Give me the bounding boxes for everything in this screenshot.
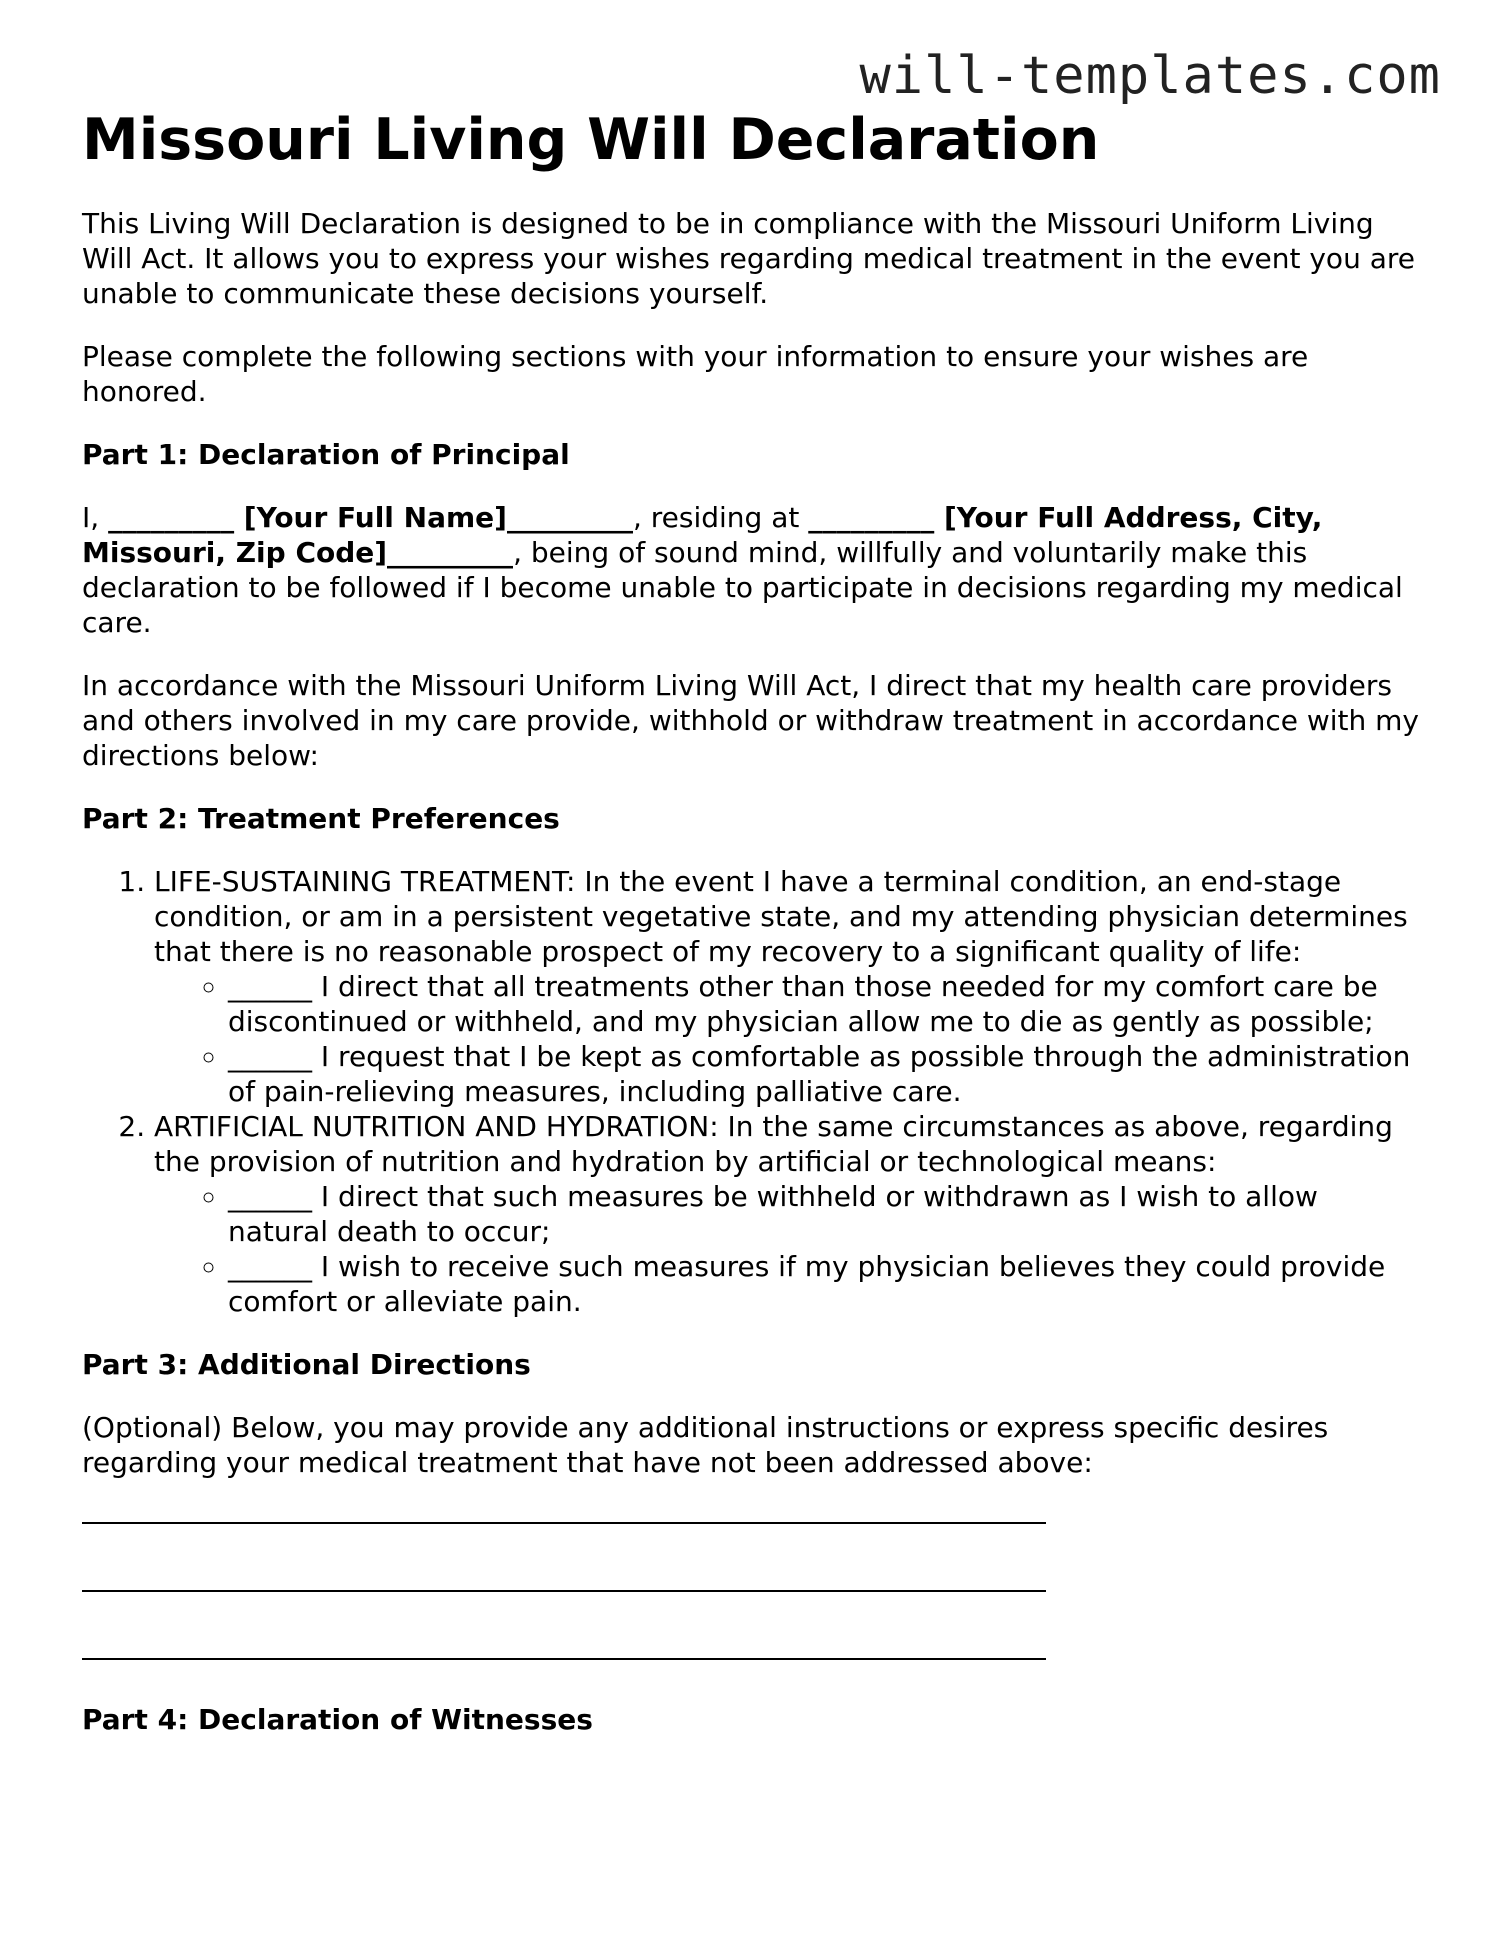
treatment-item-life-sustaining — [154, 864, 1422, 1109]
part2-heading: Part 2: Treatment Preferences — [82, 802, 560, 835]
treatment-option: ◦ ______ I wish to receive such measures if my physician believes they could provide comfort or alleviate pain. — [228, 1249, 1422, 1319]
additional-directions-line-1 — [82, 1522, 1046, 1524]
part1-heading: Part 1: Declaration of Principal — [82, 438, 570, 471]
treatment-item-text: LIFE-SUSTAINING TREATMENT: In the event I have a terminal condition, an end-stage condition, or am in a persistent vegetative state, and my attending physician determines that there is no reasonable prospect of my recovery to a significant quality of life: — [154, 865, 1408, 968]
treatment-option: ◦ ______ I direct that all treatments other than those needed for my comfort care be discontinued or withheld, and my physician allow me to die as gently as possible; — [228, 969, 1422, 1039]
additional-directions-line-2 — [82, 1590, 1046, 1592]
principal-text-3: , being of sound mind, willfully and voluntarily make this declaration to be followed if I become unable to participate in decisions regarding my medical care. — [82, 536, 1403, 639]
treatment-option: ◦ ______ I direct that such measures be withheld or withdrawn as I wish to allow natural death to occur; — [228, 1179, 1422, 1249]
watermark: will-templates.com — [859, 46, 1441, 106]
treatment-options — [154, 969, 1422, 1109]
principal-text-2: , residing at — [632, 501, 809, 534]
treatment-item-nutrition-hydration — [154, 1109, 1422, 1319]
full-address-field: _________ [Your Full Address, City, Missouri, Zip Code]_________ — [82, 501, 1323, 569]
part4-heading: Part 4: Declaration of Witnesses — [82, 1703, 593, 1736]
principal-text-1: I, — [82, 501, 109, 534]
treatment-options — [154, 1179, 1422, 1319]
part3-instructions: (Optional) Below, you may provide any additional instructions or express specific desires regarding your medical treatment that have not been addressed above: — [82, 1411, 1329, 1479]
treatment-item-text: ARTIFICIAL NUTRITION AND HYDRATION: In the same circumstances as above, regarding the provision of nutrition and hydration by artificial or technological means: — [154, 1110, 1393, 1178]
additional-directions-line-3 — [82, 1658, 1046, 1660]
document-page — [82, 100, 1422, 1765]
part3-heading: Part 3: Additional Directions — [82, 1348, 531, 1381]
full-name-field: _________ [Your Full Name]_________ — [108, 501, 633, 534]
part1-direction-paragraph: In accordance with the Missouri Uniform Living Will Act, I direct that my health care providers and others involved in my care provide, withhold or withdraw treatment in accordance with my directions below: — [82, 669, 1419, 772]
treatment-option: ◦ ______ I request that I be kept as comfortable as possible through the administration of pain-relieving measures, including palliative care. — [228, 1039, 1422, 1109]
intro-paragraph-2: Please complete the following sections with your information to ensure your wishes are honored. — [82, 340, 1309, 408]
intro-paragraph-1: This Living Will Declaration is designed to be in compliance with the Missouri Uniform Living Will Act. It allows you to express your wishes regarding medical treatment in the event you are unable to communicate these decisions yourself. — [82, 207, 1415, 310]
principal-declaration — [82, 500, 1422, 640]
treatment-list — [82, 864, 1422, 1319]
document-title: Missouri Living Will Declaration — [82, 107, 1100, 173]
